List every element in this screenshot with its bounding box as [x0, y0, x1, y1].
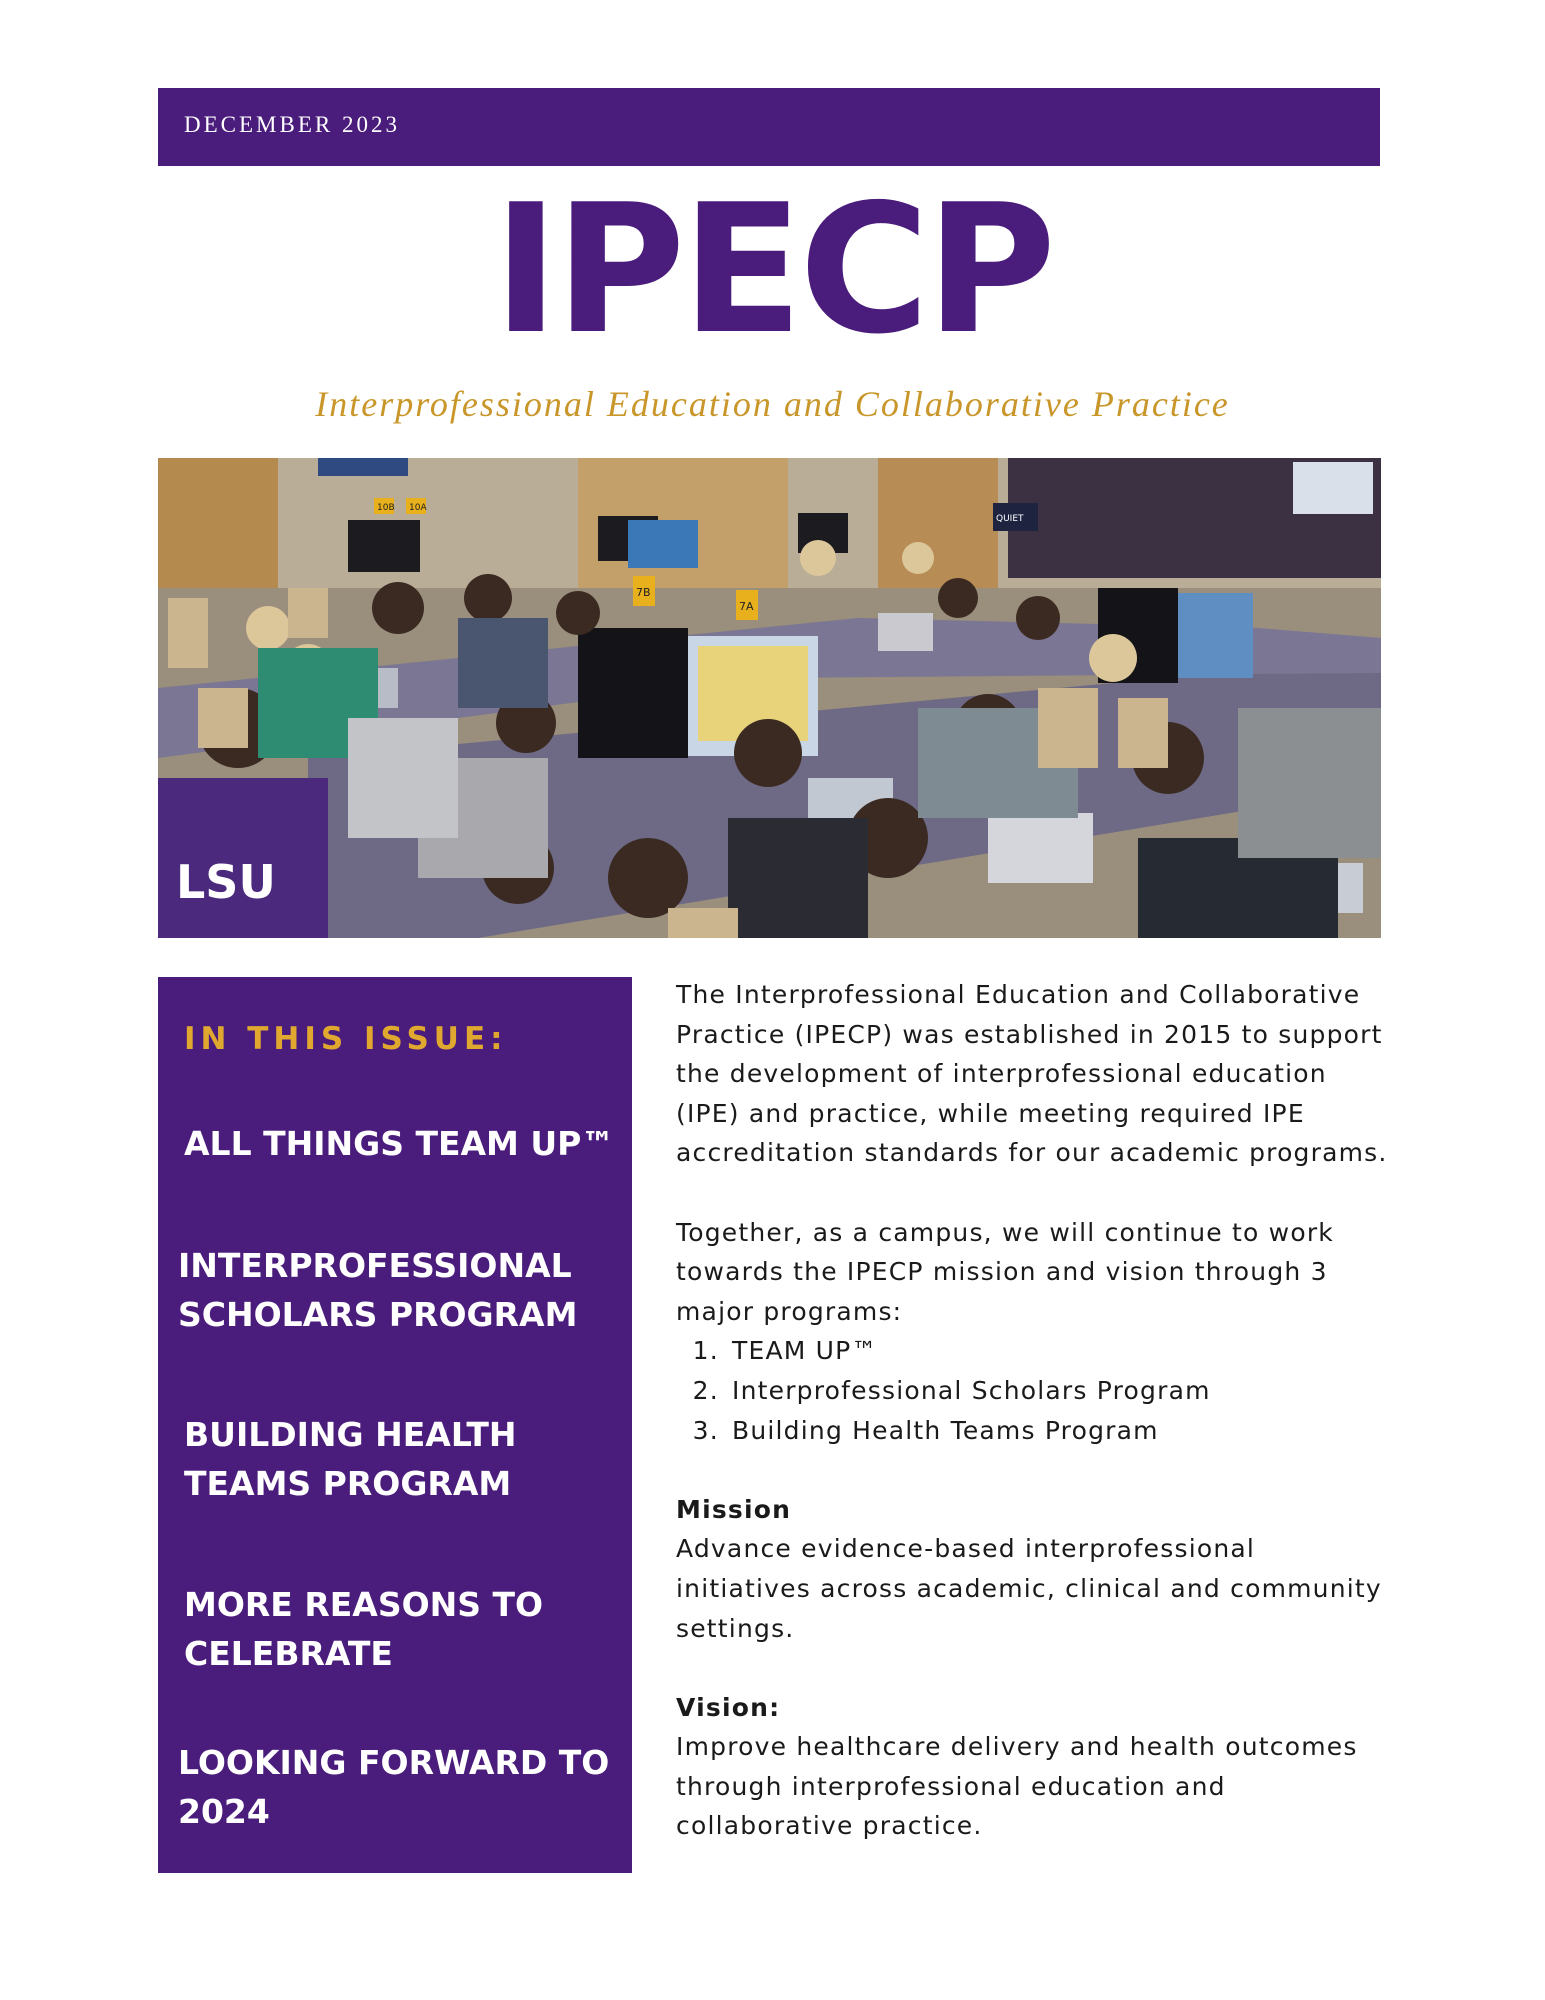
in-this-issue-heading: IN THIS ISSUE:	[184, 1021, 508, 1057]
sign-quiet: QUIET	[996, 514, 1024, 524]
issue-date: DECEMBER 2023	[184, 112, 400, 137]
sign-7b: 7B	[636, 586, 651, 599]
issue-item-team-up: ALL THINGS TEAM UP™	[184, 1124, 615, 1163]
classroom-photo	[158, 458, 1381, 938]
programs-list	[676, 1331, 1396, 1450]
sign-10a: 10A	[409, 503, 427, 513]
issue-item-looking-forward: LOOKING FORWARD TO 2024	[178, 1743, 610, 1831]
in-this-issue-panel	[158, 977, 632, 1873]
intro-paragraph: The Interprofessional Education and Collaborative Practice (IPECP) was established in 2015 to support the development of interprofessional education (IPE) and practice, while meeting required IPE accreditation standards for our academic programs.	[676, 980, 1388, 1168]
vision-text: Improve healthcare delivery and health outcomes through interprofessional education and collaborative practice.	[676, 1732, 1358, 1841]
sign-10b: 10B	[377, 503, 395, 513]
mission-text: Advance evidence-based interprofessional initiatives across academic, clinical and community settings.	[676, 1534, 1382, 1643]
intro-column	[676, 975, 1396, 1846]
date-banner	[158, 88, 1380, 166]
program-item: 3. Building Health Teams Program	[728, 1411, 1396, 1451]
masthead-title: IPECP	[492, 166, 1053, 373]
program-item: 2. Interprofessional Scholars Program	[728, 1371, 1396, 1411]
programs-intro-paragraph: Together, as a campus, we will continue to work towards the IPECP mission and vision through 3 major programs:	[676, 1217, 1334, 1326]
classroom-photo-illustration	[158, 458, 1381, 938]
issue-item-scholars-program: INTERPROFESSIONAL SCHOLARS PROGRAM	[178, 1246, 578, 1334]
masthead-subtitle: Interprofessional Education and Collaborative Practice	[315, 384, 1230, 424]
lsu-shirt-text: LSU	[176, 855, 276, 909]
issue-item-reasons-to-celebrate: MORE REASONS TO CELEBRATE	[184, 1585, 544, 1673]
issue-item-building-health-teams: BUILDING HEALTH TEAMS PROGRAM	[184, 1415, 517, 1503]
mission-label: Mission	[676, 1494, 792, 1524]
sign-7a: 7A	[739, 600, 754, 613]
program-item: 1. TEAM UP™	[728, 1331, 1396, 1371]
vision-label: Vision:	[676, 1692, 781, 1722]
